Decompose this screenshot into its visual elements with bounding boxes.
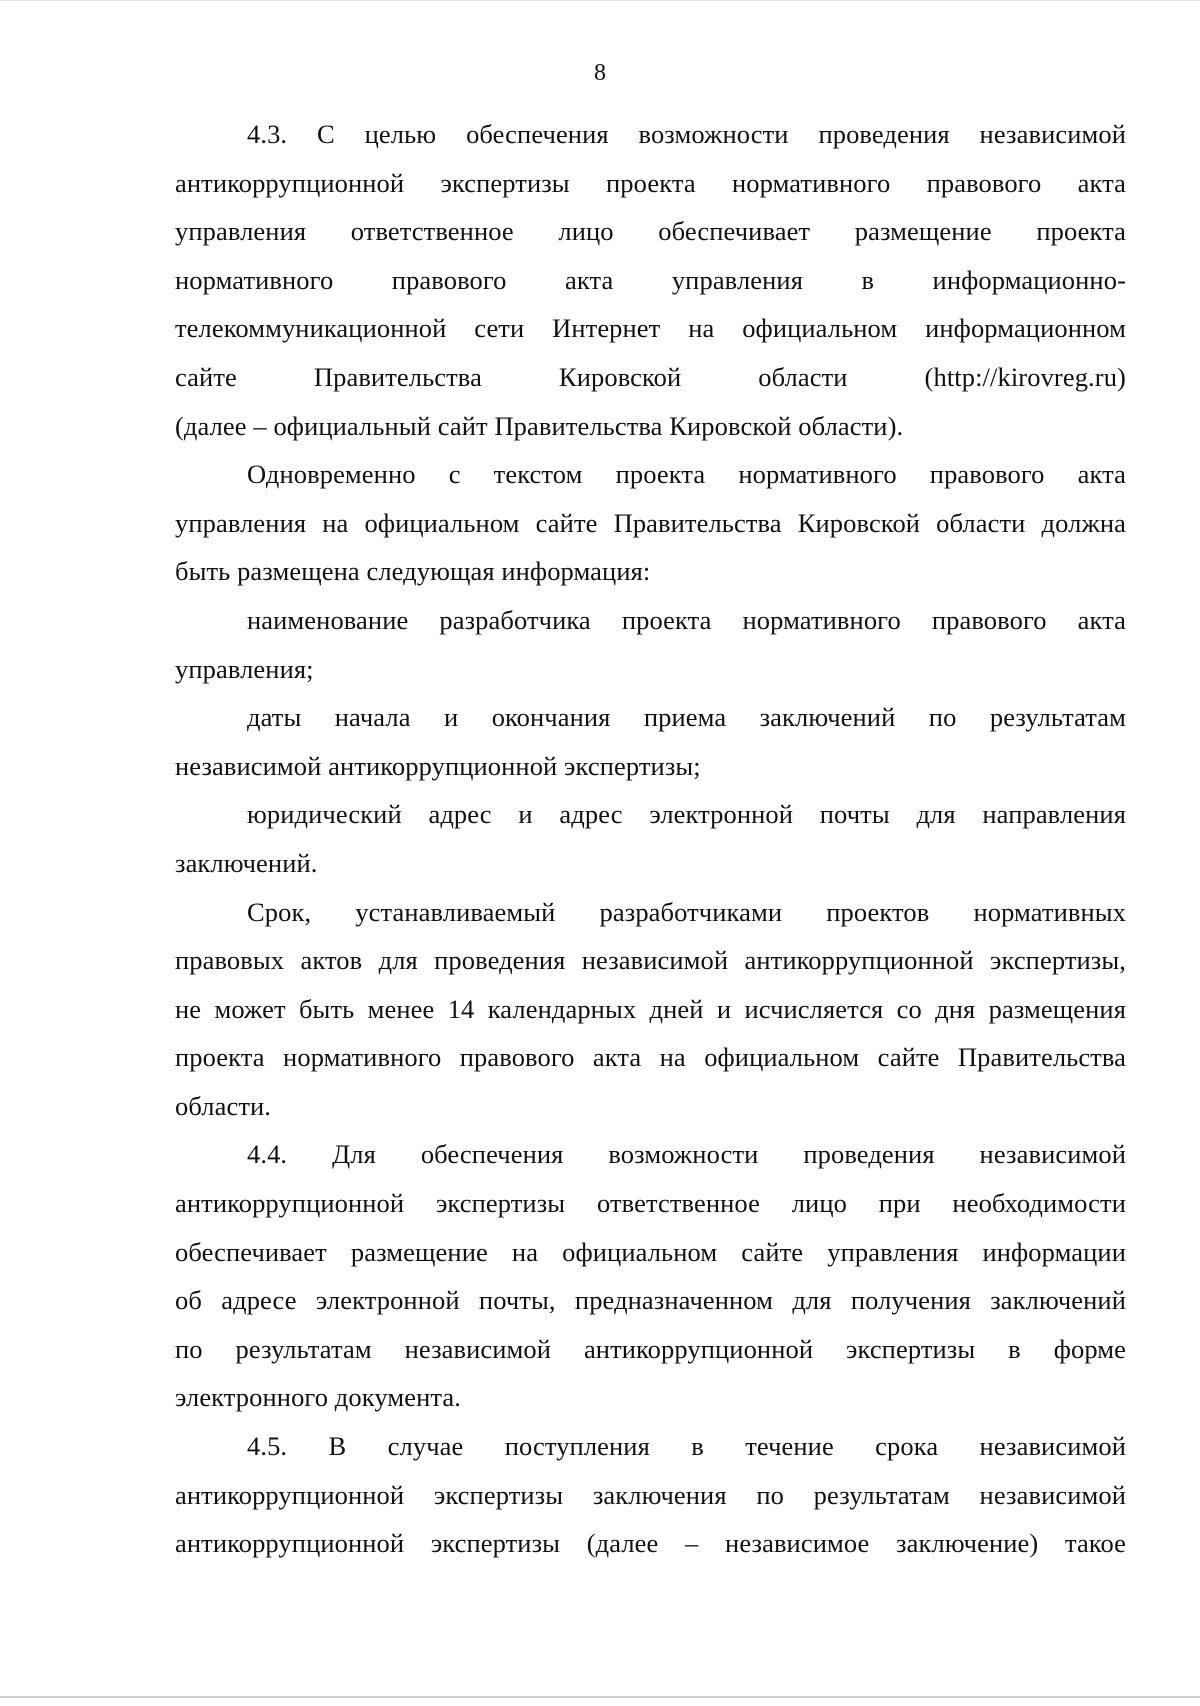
paragraph-line: обеспечивает размещение на официальном сайте управления информации bbox=[175, 1236, 1126, 1267]
paragraph-line: Срок, устанавливаемый разработчиками проектов нормативных bbox=[247, 896, 1126, 927]
paragraph-line: не может быть менее 14 календарных дней и исчисляется со дня размещения bbox=[175, 993, 1126, 1024]
paragraph-line: наименование разработчика проекта нормативного правового акта bbox=[247, 604, 1126, 635]
paragraph bbox=[175, 110, 1126, 450]
paragraph-line: электронного документа. bbox=[175, 1382, 461, 1413]
paragraph-line: даты начала и окончания приема заключений по результатам bbox=[247, 702, 1126, 733]
paragraph-line: по результатам независимой антикоррупционной экспертизы в форме bbox=[175, 1333, 1126, 1364]
paragraph-line: антикоррупционной экспертизы проекта нормативного правового акта bbox=[175, 167, 1126, 198]
paragraph-line: заключений. bbox=[175, 847, 318, 878]
paragraph-line: юридический адрес и адрес электронной почты для направления bbox=[247, 799, 1126, 830]
page-number: 8 bbox=[594, 60, 606, 86]
paragraph bbox=[175, 1130, 1126, 1422]
paragraph bbox=[175, 450, 1126, 596]
paragraph bbox=[175, 888, 1126, 1131]
paragraph-line: (далее – официальный сайт Правительства Кировской области). bbox=[175, 410, 904, 441]
paragraph-line: сайте Правительства Кировской области (http://kirovreg.ru) bbox=[175, 361, 1126, 392]
paragraph-line: независимой антикоррупционной экспертизы; bbox=[175, 750, 701, 781]
paragraph-line: управления на официальном сайте Правительства Кировской области должна bbox=[175, 507, 1126, 538]
paragraph-line: проекта нормативного правового акта на официальном сайте Правительства bbox=[175, 1042, 1126, 1073]
paragraph-line: быть размещена следующая информация: bbox=[175, 556, 651, 587]
paragraph-line: об адресе электронной почты, предназначенном для получения заключений bbox=[175, 1285, 1126, 1316]
paragraph-line: управления; bbox=[175, 653, 314, 684]
paragraph-line: правовых актов для проведения независимой антикоррупционной экспертизы, bbox=[175, 945, 1126, 976]
paragraph bbox=[175, 1422, 1126, 1568]
document-body bbox=[175, 110, 1126, 1568]
paragraph-line: антикоррупционной экспертизы (далее – независимое заключение) такое bbox=[175, 1528, 1126, 1559]
paragraph-line: антикоррупционной экспертизы заключения по результатам независимой bbox=[175, 1479, 1126, 1510]
paragraph-line: 4.3. С целью обеспечения возможности проведения независимой bbox=[247, 119, 1126, 149]
scan-bottom-edge bbox=[0, 1696, 1200, 1698]
paragraph bbox=[175, 693, 1126, 790]
paragraph bbox=[175, 596, 1126, 693]
paragraph-line: нормативного правового акта управления в информационно- bbox=[175, 264, 1126, 295]
paragraph-line: антикоррупционной экспертизы ответственное лицо при необходимости bbox=[175, 1188, 1126, 1219]
paragraph-line: телекоммуникационной сети Интернет на официальном информационном bbox=[175, 313, 1126, 344]
paragraph-line: управления ответственное лицо обеспечивает размещение проекта bbox=[175, 216, 1126, 247]
paragraph-line: Одновременно с текстом проекта нормативного правового акта bbox=[247, 459, 1126, 490]
paragraph-line: 4.5. В случае поступления в течение срока независимой bbox=[247, 1431, 1126, 1462]
paragraph-line: 4.4. Для обеспечения возможности проведения независимой bbox=[247, 1139, 1126, 1170]
scan-top-edge bbox=[0, 0, 1200, 1]
paragraph-line: области. bbox=[175, 1090, 272, 1121]
paragraph bbox=[175, 790, 1126, 887]
